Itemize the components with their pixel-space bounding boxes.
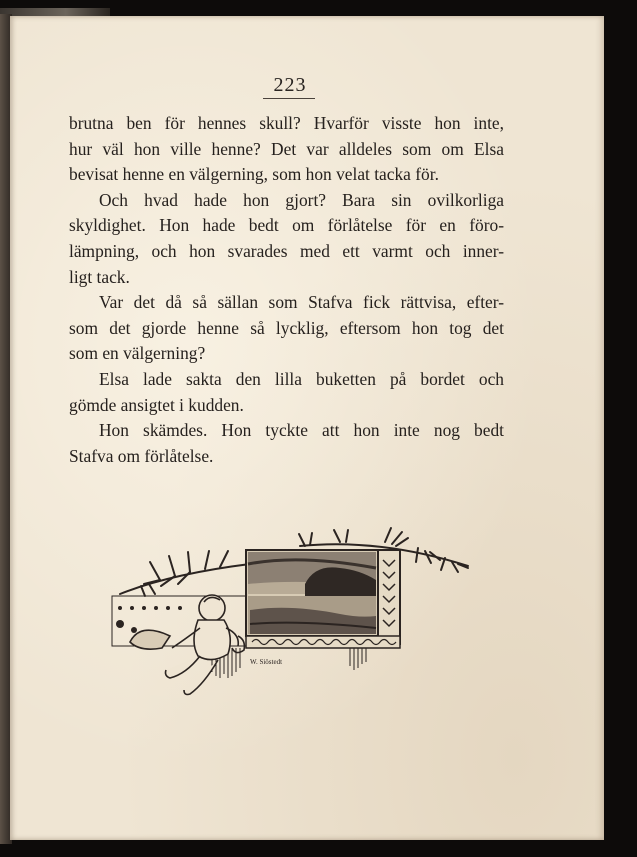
page-number-rule xyxy=(263,98,315,99)
text-line: hur väl hon ville henne? Det var alldeles som om Elsa xyxy=(69,138,504,159)
text-line: gömde ansigtet i kudden. xyxy=(69,394,244,415)
text-line: lämpning, och hon svarades med ett varmt och inner- xyxy=(69,240,504,261)
text-line: som en välgerning? xyxy=(69,343,206,364)
text-line: Stafva om förlåtelse. xyxy=(69,445,214,466)
text-line: Och hvad hade hon gjort? Bara sin ovilkorliga xyxy=(99,189,504,210)
text-line: Elsa lade sakta den lilla buketten på bordet och xyxy=(99,368,504,389)
text-line: Hon skämdes. Hon tyckte att hon inte nog bedt xyxy=(99,420,504,441)
vignette-cherub-landscape-icon xyxy=(100,524,472,714)
page-number: 223 xyxy=(273,74,307,96)
illustration-signature: W. Siöstedt xyxy=(250,658,283,666)
text-line: ligt tack. xyxy=(69,266,130,287)
text-line: skyldighet. Hon hade bedt om förlåtelse för en föro- xyxy=(69,215,504,236)
book-page xyxy=(10,16,604,840)
body-text xyxy=(69,111,504,469)
text-line: bevisat henne en välgerning, som hon velat tacka för. xyxy=(69,164,439,185)
text-line: brutna ben för hennes skull? Hvarför visste hon inte, xyxy=(69,113,504,133)
text-line: Var det då så sällan som Stafva fick rättvisa, efter- xyxy=(99,292,504,313)
text-line: som det gjorde henne så lycklig, eftersom hon tog det xyxy=(69,317,504,338)
